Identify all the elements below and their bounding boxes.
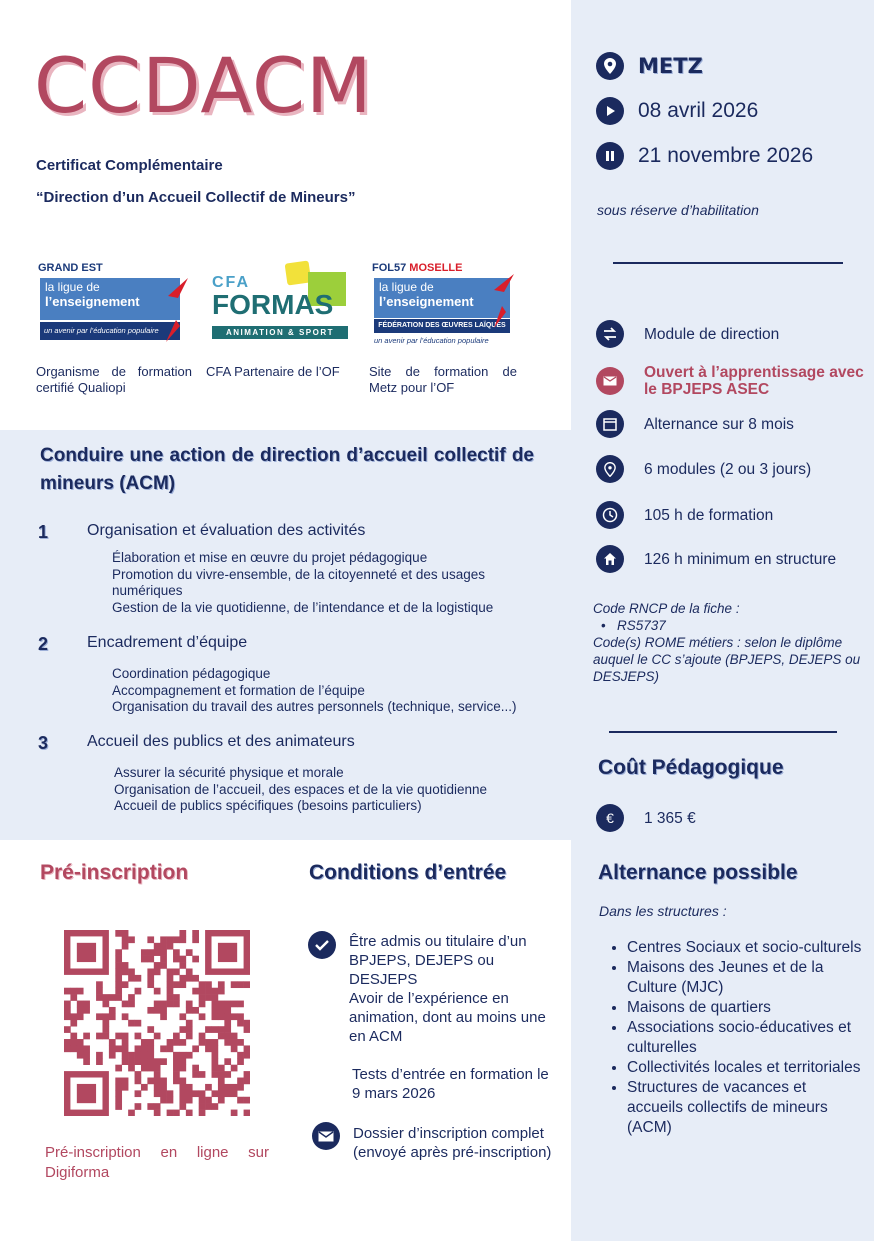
module-item: Organisation du travail des autres personnels (technique, service...) <box>112 699 517 714</box>
list-item: • Associations socio-éducatives et culturelles <box>627 1018 865 1058</box>
logo-cfa-formas <box>212 262 348 342</box>
list-item: • Collectivités locales et territoriales <box>627 1058 865 1078</box>
module-items <box>114 765 544 815</box>
condition-dossier: Dossier d’inscription complet (envoyé après pré-inscription) <box>353 1125 552 1161</box>
logo-fol57-line1: la ligue de <box>379 280 434 294</box>
logo-fol57-moselle <box>372 262 522 350</box>
module-item: Gestion de la vie quotidienne, de l’intendance et de la logistique <box>112 599 494 615</box>
logo-as-text: AS <box>294 289 334 320</box>
module-item: Coordination pédagogique <box>112 666 271 681</box>
logo-fol57-text: FOL57 <box>372 262 407 274</box>
preinscription-caption: Pré-inscription en ligne sur Digiforma <box>45 1144 269 1181</box>
feature-text: 105 h de formation <box>644 506 774 524</box>
logo-line1: la ligue de <box>45 280 100 294</box>
city: METZ <box>638 54 703 78</box>
list-item: • Centres Sociaux et socio-culturels <box>627 938 865 958</box>
reserve-note: sous réserve d’habilitation <box>597 202 759 218</box>
module-number: 1 <box>38 522 49 542</box>
logo-region: GRAND EST <box>38 262 103 274</box>
divider <box>609 731 837 733</box>
conditions-text <box>349 932 549 1046</box>
feature-text: 126 h minimum en structure <box>644 550 837 568</box>
rome-text: Code(s) ROME métiers : selon le diplôme auquel le CC s’ajoute (BPJEPS, DEJEPS ou DESJEPS) <box>593 635 861 684</box>
rncp-code-row: • RS5737 <box>601 618 666 633</box>
end-date: 21 novembre 2026 <box>638 144 814 167</box>
logo-cfa-tagline: ANIMATION & SPORT <box>212 326 348 339</box>
logo-fol57-tagline: un avenir par l’éducation populaire <box>374 336 489 345</box>
alternance-heading: Alternance possible <box>598 861 798 884</box>
feature-text-highlight: Ouvert à l’apprentissage avec le BPJEPS ASEC <box>644 364 864 398</box>
logo-line2: l’enseignement <box>45 294 140 309</box>
cost-heading: Coût Pédagogique <box>598 756 784 779</box>
module-number: 2 <box>38 634 49 654</box>
page-title: CCDACM <box>34 41 373 130</box>
feature-row <box>596 364 868 398</box>
location-row <box>596 52 703 80</box>
logo-arrow-icon <box>164 276 190 344</box>
module-title: Accueil des publics et des animateurs <box>87 733 355 750</box>
rncp-code: RS5737 <box>617 618 666 633</box>
module-item: Accueil de publics spécifiques (besoins particuliers) <box>114 798 422 813</box>
logo-ligue-grand-est <box>38 262 188 346</box>
module-items <box>112 666 542 716</box>
check-icon <box>308 931 336 959</box>
pause-icon <box>596 142 624 170</box>
feature-row <box>596 410 794 438</box>
module-title: Organisation et évaluation des activités <box>87 522 366 539</box>
feature-row <box>596 455 811 483</box>
list-item: • Maisons des Jeunes et de la Culture (MJC) <box>627 958 865 998</box>
start-date-row <box>596 97 758 125</box>
preinscription-heading: Pré-inscription <box>40 861 189 884</box>
logo-fol57-band: FÉDÉRATION DES ŒUVRES LAÏQUES <box>374 319 510 333</box>
end-date-row <box>596 142 813 170</box>
condition-diploma: Être admis ou titulaire d’un BPJEPS, DEJEPS ou DESJEPS <box>349 933 527 988</box>
logo-fol57-caption: Site de formation de Metz pour l’OF <box>369 364 517 395</box>
feature-row <box>596 320 779 348</box>
clock-icon <box>596 501 624 529</box>
feature-text: Module de direction <box>644 325 780 343</box>
logo-tagline: un avenir par l’éducation populaire <box>40 322 180 340</box>
mail-icon <box>596 367 624 395</box>
list-item: • Maisons de quartiers <box>627 998 865 1018</box>
cost-row <box>596 804 696 832</box>
play-icon <box>596 97 624 125</box>
list-item: • Structures de vacances et accueils collectifs de mineurs (ACM) <box>627 1078 865 1138</box>
envelope-icon <box>312 1122 340 1150</box>
logo-moselle-text: MOSELLE <box>409 262 463 274</box>
module-item: Assurer la sécurité physique et morale <box>114 765 344 780</box>
module-items <box>112 550 542 616</box>
module-item: Accompagnement et formation de l’équipe <box>112 682 365 698</box>
program-heading: Conduire une action de direction d’accueil collectif de mineurs (ACM) <box>40 445 534 494</box>
logo-fol57-arrow-icon <box>488 272 518 332</box>
home-icon <box>596 545 624 573</box>
rncp-label: Code RNCP de la fiche : <box>593 601 740 616</box>
module-title: Encadrement d’équipe <box>87 634 248 651</box>
subtitle-line1: Certificat Complémentaire <box>36 157 223 174</box>
cost-value: 1 365 € <box>644 809 696 827</box>
alternance-list <box>605 938 865 1138</box>
condition-tests: Tests d’entrée en formation le 9 mars 2026 <box>352 1066 549 1102</box>
alternance-sub: Dans les structures : <box>599 903 727 919</box>
calendar-icon <box>596 410 624 438</box>
module-item: Promotion du vivre-ensemble, de la citoyenneté et des usages numériques <box>112 566 485 598</box>
feature-row <box>596 545 836 573</box>
module-number: 3 <box>38 733 49 753</box>
swap-icon <box>596 320 624 348</box>
feature-row <box>596 501 773 529</box>
qr-code[interactable] <box>64 930 250 1116</box>
logo-cfa-caption: CFA Partenaire de l’OF <box>206 364 340 379</box>
module-item: Élaboration et mise en œuvre du projet pédagogique <box>112 550 428 565</box>
feature-text: 6 modules (2 ou 3 jours) <box>644 460 812 478</box>
feature-text: Alternance sur 8 mois <box>644 415 794 433</box>
euro-icon: € <box>596 804 624 832</box>
conditions-heading: Conditions d’entrée <box>309 861 507 884</box>
logo-cfa-text: CFA <box>212 274 250 291</box>
logo-form-text: FORM <box>212 289 295 320</box>
rncp-block <box>593 600 865 685</box>
divider <box>613 262 843 264</box>
logo-box <box>40 278 180 320</box>
condition-experience: Avoir de l’expérience en animation, dont au moins une en ACM <box>349 990 546 1045</box>
logo-ligue-caption: Organisme de formation certifié Qualiopi <box>36 364 192 395</box>
map-pin-icon <box>596 52 624 80</box>
start-date: 08 avril 2026 <box>638 99 759 122</box>
subtitle-line2: “Direction d’un Accueil Collectif de Mineurs” <box>36 189 356 206</box>
logo-fol57-line2: l’enseignement <box>379 294 474 309</box>
module-item: Organisation de l’accueil, des espaces et de la vie quotidienne <box>114 781 487 797</box>
location-icon <box>596 455 624 483</box>
